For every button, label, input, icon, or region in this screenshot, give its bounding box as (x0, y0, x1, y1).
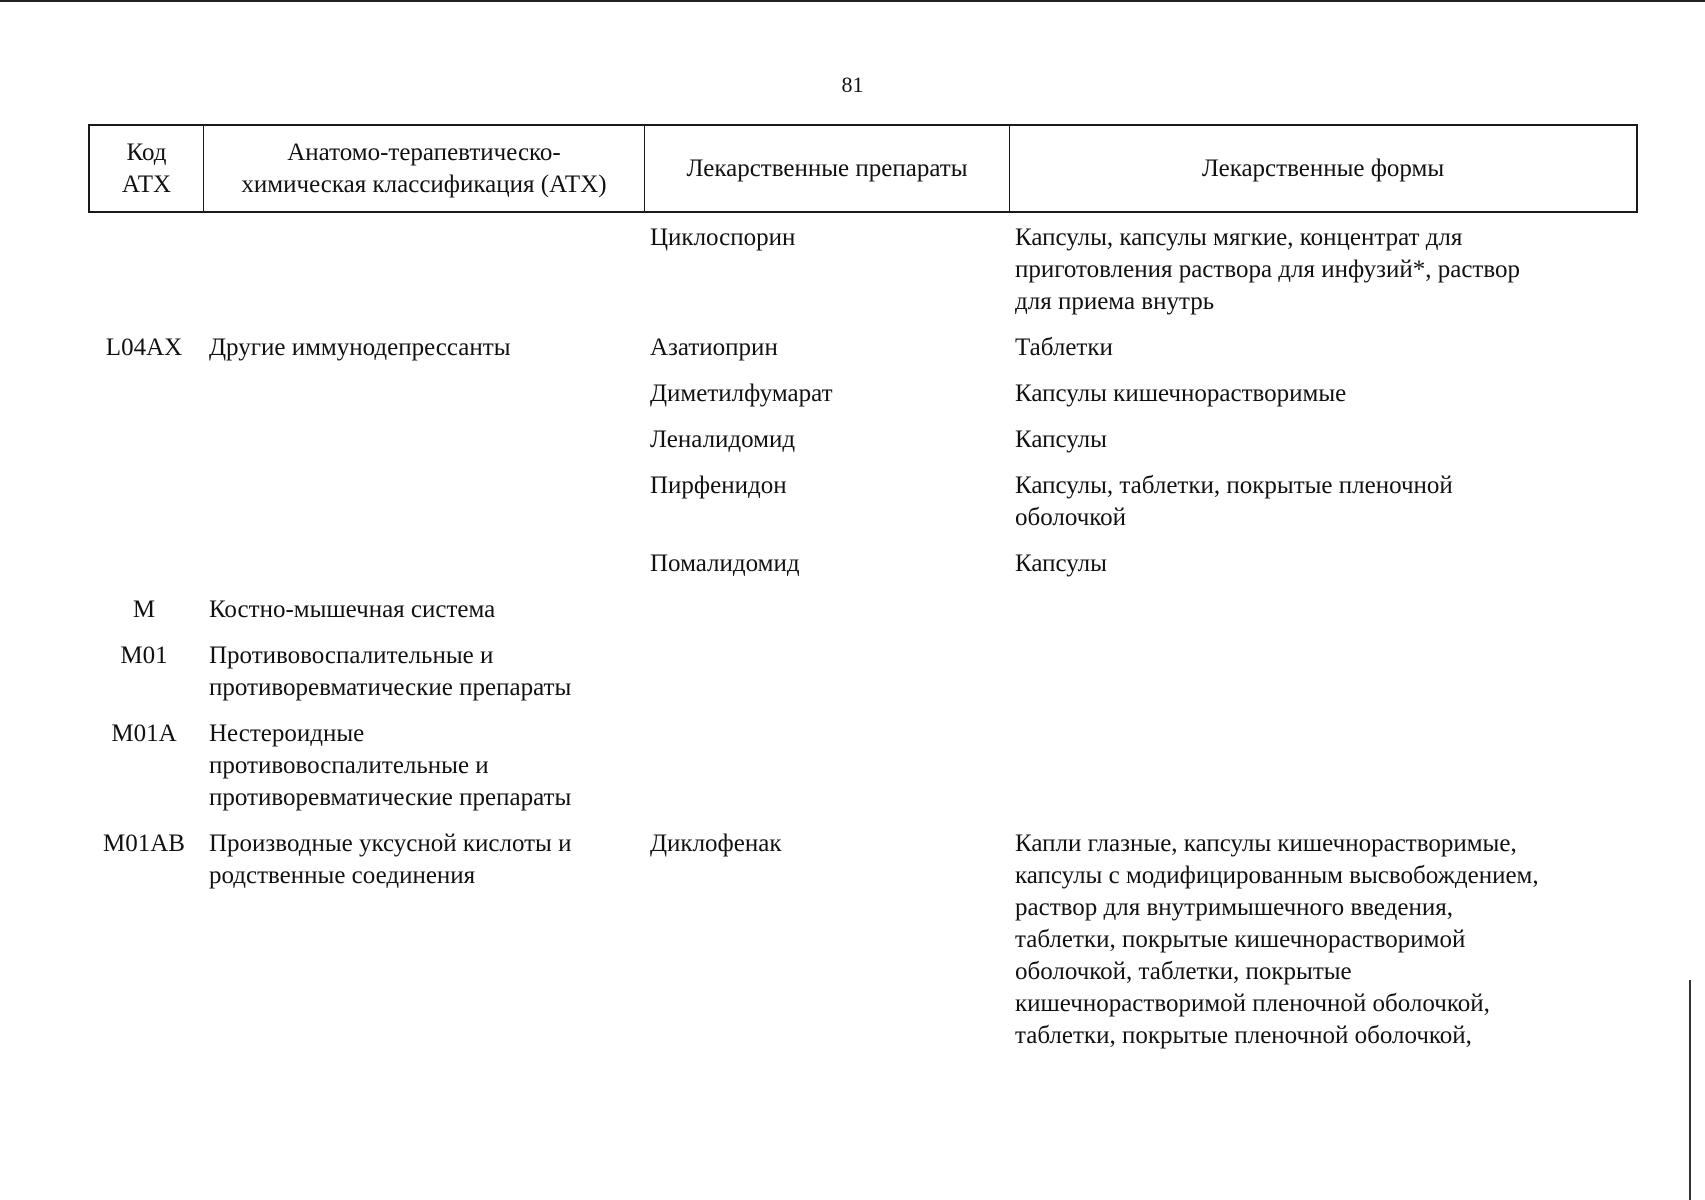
atc-code: M01AB (103, 830, 185, 857)
drug-name: Диклофенак (650, 830, 782, 857)
atc-classification (202, 424, 643, 456)
atc-code: M01A (111, 720, 177, 747)
top-border-line (0, 0, 1705, 2)
header-code: Код АТХ (90, 126, 204, 211)
page-number: 81 (841, 72, 864, 97)
drug-name: Помалидомид (650, 550, 800, 577)
atc-classification: Костно-мышечная система (209, 596, 496, 623)
table-row (88, 470, 1638, 534)
atc-classification: Нестероидные противовоспалительные и противоревматические препараты (209, 720, 572, 811)
right-edge-line (1689, 980, 1691, 1200)
drug-name (643, 718, 1008, 814)
atc-classification: Другие иммунодепрессанты (209, 334, 511, 361)
table-row (88, 222, 1638, 318)
atc-classification (202, 378, 643, 410)
atc-classification (202, 222, 643, 318)
table-row (88, 548, 1638, 580)
drug-name: Азатиоприн (650, 334, 778, 361)
drug-name (643, 640, 1008, 704)
table-row (88, 594, 1638, 626)
table-row (88, 718, 1638, 814)
atc-classification: Противовоспалительные и противоревматические препараты (209, 642, 572, 701)
atc-code (88, 424, 202, 456)
header-classification: Анатомо-терапевтическо- химическая классификация (АТХ) (204, 126, 645, 211)
table-row (88, 332, 1638, 364)
atc-code: L04AX (105, 334, 183, 361)
atc-code (88, 222, 202, 318)
drug-name: Диметилфумарат (650, 380, 833, 407)
dosage-forms: Таблетки (1015, 334, 1113, 361)
dosage-forms: Капсулы, таблетки, покрытые пленочной оболочкой (1015, 472, 1453, 531)
dosage-forms: Капсулы (1015, 426, 1107, 453)
atc-classification (202, 548, 643, 580)
atc-classification: Производные уксусной кислоты и родственные соединения (209, 830, 572, 889)
dosage-forms: Капсулы (1015, 550, 1107, 577)
atc-code (88, 470, 202, 534)
table-row (88, 640, 1638, 704)
atc-code: M01 (120, 642, 168, 669)
header-drugs: Лекарственные препараты (645, 126, 1010, 211)
table-row (88, 828, 1638, 1052)
table-row (88, 378, 1638, 410)
drug-name: Леналидомид (650, 426, 796, 453)
atc-code: M (132, 596, 156, 623)
table-header (88, 124, 1638, 213)
atc-code (88, 378, 202, 410)
dosage-forms (1008, 594, 1638, 626)
header-forms: Лекарственные формы (1201, 154, 1445, 182)
drug-name: Пирфенидон (650, 472, 787, 499)
table-body (88, 222, 1638, 1066)
dosage-forms: Капсулы кишечнорастворимые (1015, 380, 1347, 407)
atc-classification (202, 470, 643, 534)
dosage-forms: Капли глазные, капсулы кишечнорастворимые, капсулы с модифицированным высвобождением, раствор для внутримышечного введения, таблетки, покрытые кишечнорастворимой оболочкой, таблетки, покрытые кишечнорастворимой пленочной оболочкой, таблетки, покрытые пленочной оболочкой, (1015, 830, 1539, 1049)
drug-name (643, 594, 1008, 626)
drug-name: Циклоспорин (650, 224, 796, 251)
dosage-forms (1008, 640, 1638, 704)
dosage-forms: Капсулы, капсулы мягкие, концентрат для приготовления раствора для инфузий*, раствор для приема внутрь (1015, 224, 1520, 315)
dosage-forms (1008, 718, 1638, 814)
table-row (88, 424, 1638, 456)
atc-code (88, 548, 202, 580)
